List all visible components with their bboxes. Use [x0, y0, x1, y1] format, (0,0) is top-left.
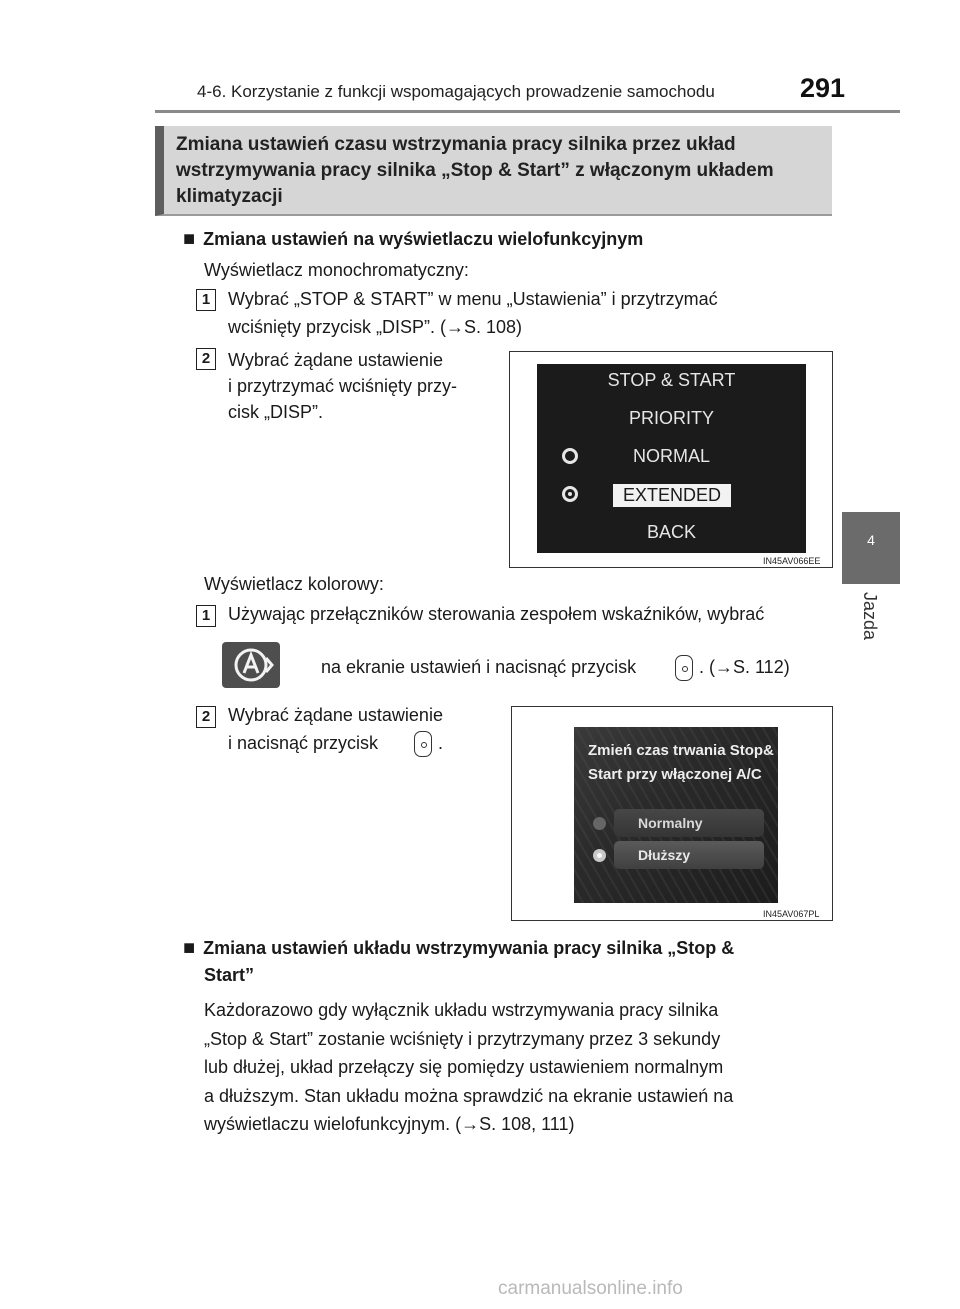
section2-title: ■ Zmiana ustawień układu wstrzymywania pracy silnika „Stop &: [183, 937, 735, 959]
car-settings-icon: [222, 642, 280, 688]
step-number: 2: [196, 706, 216, 728]
figure-code: IN45AV067PL: [763, 909, 820, 919]
enter-button-icon: [414, 731, 432, 757]
color-step2-text-cont: i nacisnąć przycisk: [228, 733, 379, 753]
lcd-option-extended: EXTENDED: [613, 484, 731, 507]
chapter-number: 4: [867, 532, 875, 548]
lcd-option-priority: PRIORITY: [628, 408, 714, 428]
section1-title: ■ Zmiana ustawień na wyświetlaczu wielofunkcyjnym: [183, 228, 644, 250]
mono-display-label: Wyświetlacz monochromatyczny:: [204, 260, 469, 280]
mono-step2-text: Wybrać żądane ustawienie i przytrzymać wciśnięty przy- cisk „DISP”.: [228, 350, 458, 422]
section-header: 4-6. Korzystanie z funkcji wspomagających prowadzenie samochodu: [197, 82, 715, 101]
radio-selected-icon: [562, 486, 578, 502]
color-step1-text-cont: na ekranie ustawień i nacisnąć przycisk: [321, 657, 637, 677]
section2-title-cont: Start”: [204, 965, 255, 985]
enter-button-icon: [675, 655, 693, 681]
color-step2-period: .: [438, 733, 444, 753]
option-dluzszy: Dłuższy: [614, 841, 764, 869]
figure-code: IN45AV066EE: [763, 556, 821, 566]
page-number: 291: [800, 73, 846, 103]
color-display-screen: [574, 727, 778, 903]
mono-lcd-screen: [537, 364, 806, 553]
color-step2-text: Wybrać żądane ustawienie: [228, 705, 443, 725]
header-divider: [155, 110, 900, 113]
color-screen-title: Zmień czas trwania Stop& Start przy włączonej A/C: [588, 742, 774, 783]
watermark: carmanualsonline.info: [498, 1278, 683, 1299]
radio-selected-icon: [593, 849, 606, 862]
lcd-title: STOP & START: [607, 370, 736, 390]
step-number: 1: [196, 605, 216, 627]
step-number: 1: [196, 289, 216, 311]
color-display-label: Wyświetlacz kolorowy:: [204, 574, 384, 594]
lcd-option-normal: NORMAL: [632, 446, 710, 466]
color-step1-text: Używając przełączników sterowania zespołem wskaźników, wybrać: [228, 604, 765, 624]
color-step1-ref: . (→S. 112): [699, 657, 790, 677]
mono-step1-text-cont: wciśnięty przycisk „DISP”. (→S. 108): [228, 317, 523, 337]
section2-paragraph: Każdorazowo gdy wyłącznik układu wstrzymywania pracy silnika „Stop & Start” zostanie wciśnięty i przytrzymany przez 3 sekundy lub dłużej, układ przełączy się pomiędzy ustawieniem normalnym a dłuższym. Stan układu można sprawdzić na ekranie ustawień na wyświetlaczu wielofunkcyjnym. (→S. 108, 111): [204, 1000, 734, 1134]
lcd-option-back: BACK: [646, 522, 697, 542]
option-normalny: Normalny: [614, 809, 764, 837]
step-number: 2: [196, 348, 216, 370]
topic-heading: Zmiana ustawień czasu wstrzymania pracy silnika przez układ wstrzymywania pracy silnika „Stop & Start” z włączonym układem klimatyzacji: [176, 134, 774, 207]
chapter-label: Jazda: [860, 592, 880, 641]
topic-heading-box: [155, 126, 832, 216]
mono-step1-text: Wybrać „STOP & START” w menu „Ustawienia” i przytrzymać: [228, 289, 718, 309]
chapter-tab: [842, 512, 900, 584]
radio-empty-icon: [593, 817, 606, 830]
